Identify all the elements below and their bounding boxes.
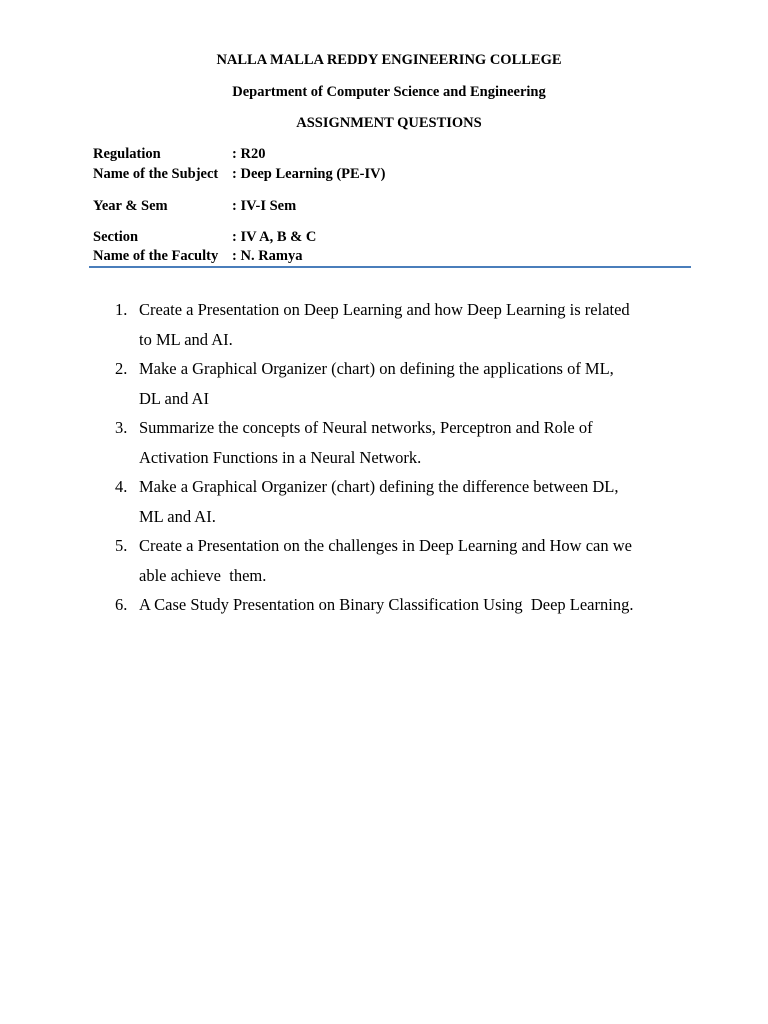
question-line: Create a Presentation on Deep Learning and how Deep Learning is related <box>139 300 630 319</box>
meta-separator: : <box>232 166 241 182</box>
meta-label: Year & Sem <box>93 198 168 214</box>
question-line: Summarize the concepts of Neural networks, Perceptron and Role of <box>139 418 593 437</box>
question-line: Make a Graphical Organizer (chart) defining the difference between DL, <box>139 477 619 496</box>
document-title: ASSIGNMENT QUESTIONS <box>296 115 482 131</box>
question-item <box>110 531 700 590</box>
meta-value: IV A, B & C <box>240 229 317 245</box>
meta-separator: : <box>232 248 241 264</box>
meta-separator: : <box>232 229 241 245</box>
question-item <box>110 413 700 472</box>
question-line: able achieve them. <box>139 565 267 585</box>
question-item <box>110 295 700 354</box>
meta-label: Name of the Faculty <box>93 248 219 264</box>
meta-row-year-sem <box>93 197 296 215</box>
meta-separator: : <box>232 198 241 214</box>
question-number: 4. <box>115 477 128 496</box>
question-number: 2. <box>115 359 128 378</box>
header-divider <box>89 266 691 268</box>
meta-value: R20 <box>240 146 266 162</box>
meta-value: Deep Learning (PE-IV) <box>240 166 386 182</box>
question-number: 3. <box>115 418 128 437</box>
question-item <box>110 354 700 413</box>
question-number: 6. <box>115 595 128 614</box>
question-line: DL and AI <box>139 388 209 408</box>
question-line: Create a Presentation on the challenges in Deep Learning and How can we <box>139 536 632 555</box>
meta-label: Name of the Subject <box>93 166 219 182</box>
meta-label: Regulation <box>93 146 161 162</box>
question-line: Make a Graphical Organizer (chart) on defining the applications of ML, <box>139 359 614 378</box>
meta-separator: : <box>232 146 241 162</box>
meta-label: Section <box>93 229 139 245</box>
meta-row-section <box>93 228 316 246</box>
college-name: NALLA MALLA REDDY ENGINEERING COLLEGE <box>216 52 562 68</box>
question-item <box>110 472 700 531</box>
question-line: Activation Functions in a Neural Network. <box>139 447 422 467</box>
meta-row-faculty <box>93 247 303 265</box>
meta-row-regulation <box>93 145 265 163</box>
question-number: 5. <box>115 536 128 555</box>
meta-value: IV-I Sem <box>240 198 297 214</box>
question-line: A Case Study Presentation on Binary Classification Using Deep Learning. <box>139 595 634 614</box>
question-list <box>110 295 700 620</box>
question-line: to ML and AI. <box>139 329 233 349</box>
meta-value: N. Ramya <box>240 248 303 264</box>
question-line: ML and AI. <box>139 506 216 526</box>
department-name: Department of Computer Science and Engineering <box>232 84 546 100</box>
question-number: 1. <box>115 300 128 319</box>
meta-row-subject <box>93 165 385 183</box>
question-item <box>110 590 700 620</box>
